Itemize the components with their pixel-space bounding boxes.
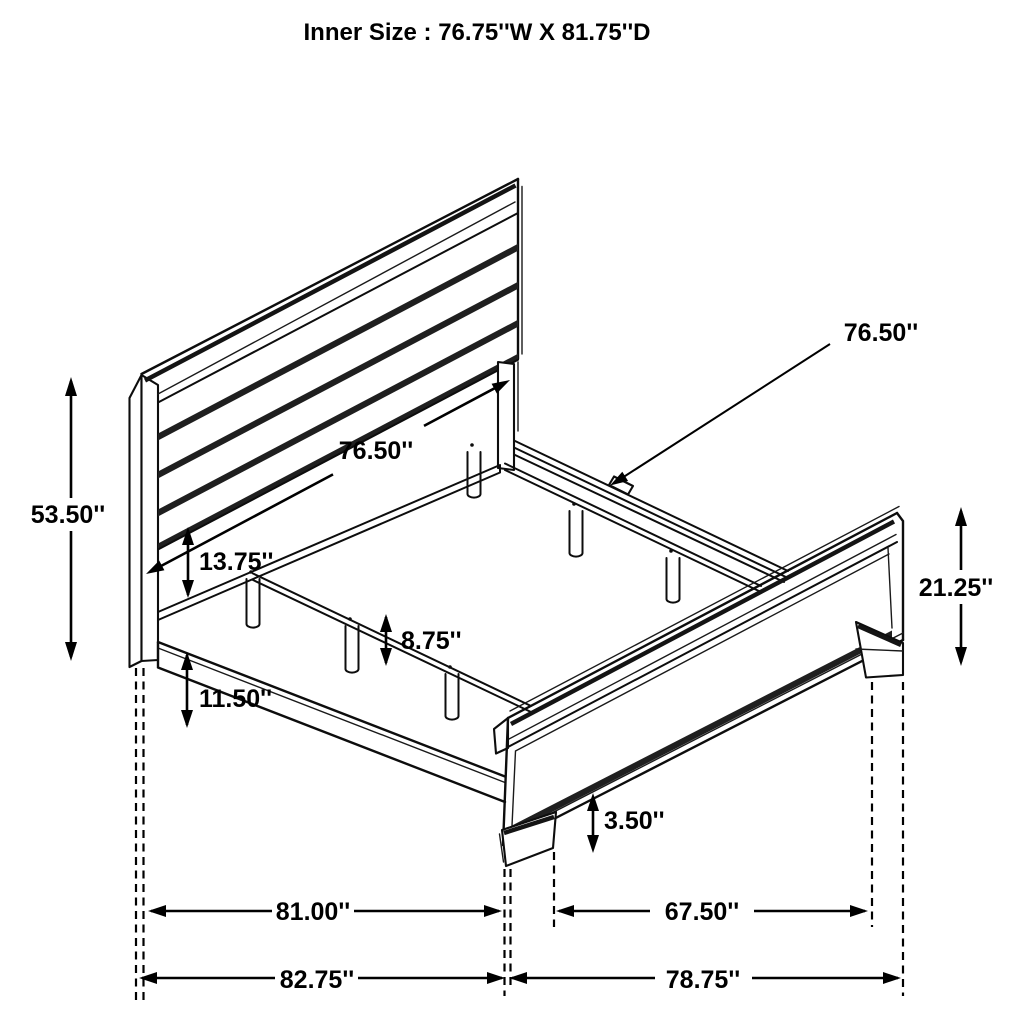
dim-overall-depth <box>139 966 505 994</box>
dim-label-slat-support-height: 8.75'' <box>401 627 462 655</box>
dim-label-inner-length: 81.00'' <box>275 898 351 926</box>
dim-label-rail-length: 76.50'' <box>843 319 919 347</box>
dim-headboard-height <box>31 377 105 661</box>
dim-label-headboard-height: 53.50'' <box>30 501 106 529</box>
footboard <box>494 507 903 867</box>
dim-label-footboard-height: 21.25'' <box>918 574 994 602</box>
dim-label-footboard-inner-width: 67.50'' <box>664 898 740 926</box>
dim-footboard-height <box>919 507 993 666</box>
diagram-title: Inner Size : 76.75''W X 81.75''D <box>303 19 651 46</box>
dim-label-footboard-overall-width: 78.75'' <box>665 966 741 994</box>
dim-label-overall-depth: 82.75'' <box>279 966 355 994</box>
dim-rail-length-leader <box>610 319 918 486</box>
dim-side-rail-floor-height <box>181 652 272 728</box>
dim-footboard-inner-width <box>556 898 868 926</box>
dim-inner-length <box>148 898 502 926</box>
dim-footboard-overall-width <box>509 966 901 994</box>
dim-headboard-width <box>146 380 510 574</box>
dim-label-side-rail-floor-height: 11.50'' <box>199 685 273 713</box>
dim-label-headboard-width: 76.50'' <box>338 437 414 465</box>
dim-label-headboard-bottom-gap: 13.75'' <box>199 548 274 576</box>
dim-footboard-clearance <box>587 793 665 853</box>
dim-label-footboard-clearance: 3.50'' <box>604 807 665 835</box>
